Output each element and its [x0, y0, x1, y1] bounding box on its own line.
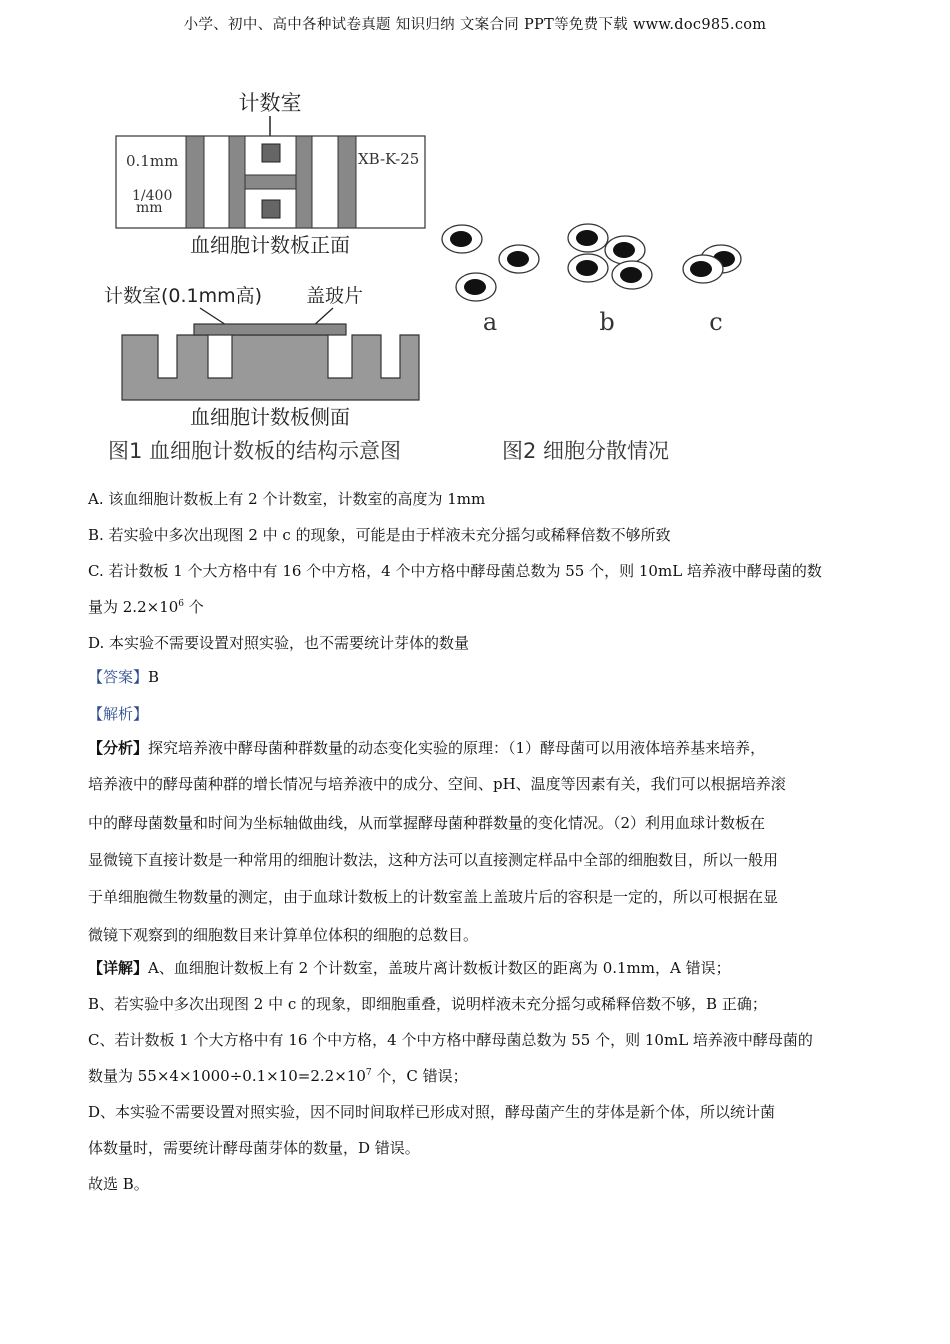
counting-chamber-square — [262, 200, 280, 218]
option-c-line2-suffix: 个 — [184, 598, 204, 616]
figure1-front-caption: 血细胞计数板正面 — [190, 233, 350, 257]
option-b: B. 若实验中多次出现图 2 中 c 的现象，可能是由于样液未充分摇匀或稀释倍数不够所致 — [88, 526, 671, 544]
analysis-line-5: 于单细胞微生物数量的测定，由于血球计数板上的计数室盖上盖玻片后的容积是一定的，所以可根据在显 — [88, 888, 779, 906]
detail-text-a: A、血细胞计数板上有 2 个计数室，盖玻片离计数板计数区的距离为 0.1mm，A 错误； — [148, 959, 731, 977]
analysis-line-4: 显微镜下直接计数是一种常用的细胞计数法，这种方法可以直接测定样品中全部的细胞数目，所以一般用 — [88, 851, 779, 869]
option-c-exponent: 6 — [178, 599, 185, 609]
figure1-right-label: XB-K-25 — [358, 150, 420, 168]
option-c-line1: C. 若计数板 1 个大方格中有 16 个中方格，4 个中方格中酵母菌总数为 55 个，则 10mL 培养液中酵母菌的数 — [88, 562, 822, 580]
conclusion: 故选 B。 — [88, 1175, 149, 1193]
figure1-side-caption: 血细胞计数板侧面 — [190, 405, 350, 429]
detail-line-b: B、若实验中多次出现图 2 中 c 的现象，即细胞重叠，说明样液未充分摇匀或稀释倍数不够，B 正确； — [88, 995, 767, 1013]
figure1-left-label-1: 0.1mm — [126, 152, 179, 170]
figure1-caption: 图1 血细胞计数板的结构示意图 — [108, 439, 402, 463]
cover-slip — [194, 324, 346, 335]
detail-c2-prefix: 数量为 55×4×1000÷0.1×10=2.2×10 — [88, 1067, 366, 1085]
detail-line-c1: C、若计数板 1 个大方格中有 16 个中方格，4 个中方格中酵母菌总数为 55 个，则 10mL 培养液中酵母菌的 — [88, 1031, 813, 1049]
figure1-left-label-2a: 1/400 — [132, 188, 173, 204]
counting-chamber-square — [262, 144, 280, 162]
detail-line-a — [88, 958, 731, 978]
counting-board-side — [122, 335, 419, 400]
analysis-line-6: 微镜下观察到的细胞数目来计算单位体积的细胞的总数目。 — [88, 926, 479, 944]
answer-label: 【答案】 — [88, 668, 149, 686]
analysis-line-1 — [88, 738, 765, 758]
figure2-label-b: b — [599, 308, 615, 336]
analysis-text-1: 探究培养液中酵母菌种群数量的动态变化实验的原理：（1）酵母菌可以用液体培养基来培养， — [148, 739, 766, 757]
detail-line-d2: 体数量时，需要统计酵母菌芽体的数量，D 错误。 — [88, 1139, 420, 1157]
figure1-front-view — [116, 91, 425, 257]
detail-line-d1: D、本实验不需要设置对照实验，因不同时间取样已形成对照，酵母菌产生的芽体是新个体，所以统计菌 — [88, 1103, 776, 1121]
page-header: 小学、初中、高中各种试卷真题 知识归纳 文案合同 PPT等免费下载 www.doc985.com — [183, 17, 767, 33]
option-a: A. 该血细胞计数板上有 2 个计数室，计数室的高度为 1mm — [88, 490, 486, 508]
answer-line — [88, 667, 159, 687]
option-d: D. 本实验不需要设置对照实验，也不需要统计芽体的数量 — [88, 634, 470, 652]
detail-c-exponent: 7 — [365, 1068, 372, 1078]
figure2-caption: 图2 细胞分散情况 — [502, 439, 670, 463]
figure1-top-label: 计数室 — [238, 91, 302, 115]
figure2-label-a: a — [482, 308, 498, 336]
figure2-cells — [442, 224, 741, 463]
analysis-label: 【分析】 — [88, 739, 149, 757]
figure-area — [0, 0, 950, 480]
figure1-side-view — [104, 285, 419, 463]
detail-label: 【详解】 — [88, 959, 149, 977]
detail-c2-suffix: 个，C 错误； — [371, 1067, 468, 1085]
detail-line-c2 — [88, 1066, 468, 1086]
option-c-line2 — [88, 597, 204, 617]
analysis-heading: 【解析】 — [88, 705, 149, 723]
analysis-line-2: 培养液中的酵母菌种群的增长情况与培养液中的成分、空间、pH、温度等因素有关，我们可以根据培养滚 — [88, 775, 786, 793]
figure1-left-label-2b: mm — [136, 200, 163, 216]
answer-value: B — [148, 668, 160, 686]
option-c-line2-prefix: 量为 2.2×10 — [88, 598, 179, 616]
figure1-side-label-left: 计数室(0.1mm高) — [104, 285, 263, 307]
figure2-label-c: c — [709, 308, 723, 336]
analysis-line-3: 中的酵母菌数量和时间为坐标轴做曲线，从而掌握酵母菌种群数量的变化情况。（2）利用血球计数板在 — [88, 814, 766, 832]
figure1-side-label-right: 盖玻片 — [306, 285, 364, 307]
